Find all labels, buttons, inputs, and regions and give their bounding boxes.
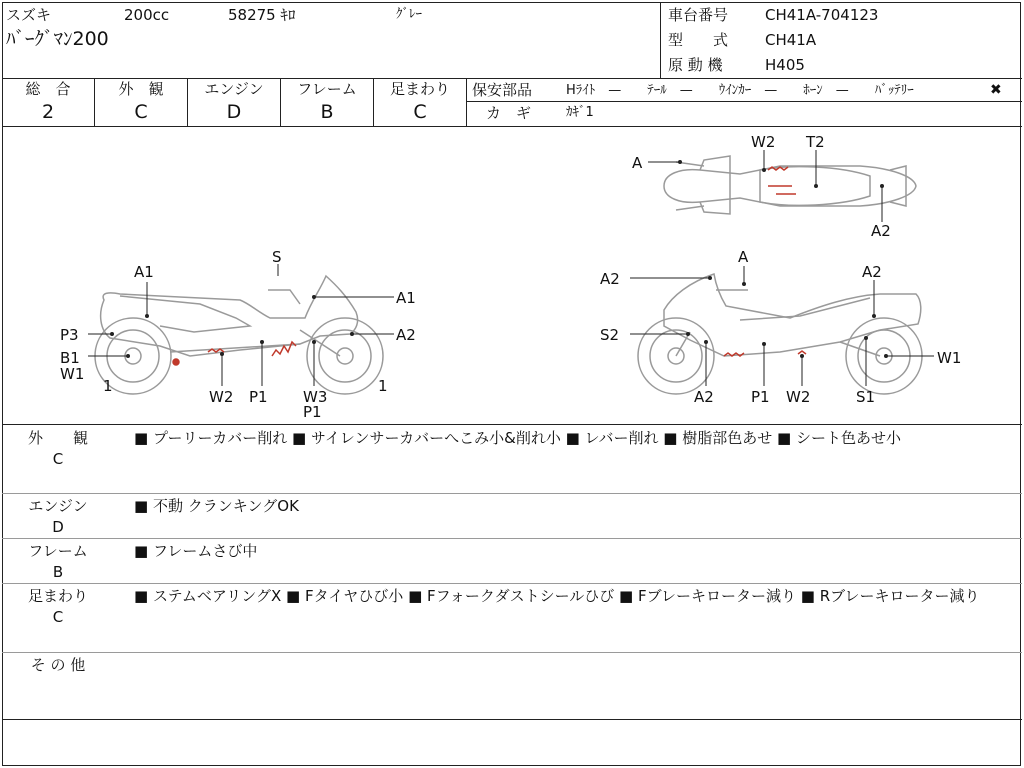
safety-items: Hﾗｲﾄ — ﾃｰﾙ — ｳｲﾝｶｰ — ﾎｰﾝ — ﾊﾞｯﾃﾘｰ xyxy=(566,83,914,98)
diagram-label: W3 xyxy=(303,388,328,406)
diagram-label: A2 xyxy=(694,388,714,406)
color: ｸﾞﾚｰ xyxy=(396,7,422,22)
exterior-section-label: 外 観 xyxy=(27,429,88,447)
exterior-label: 外 観 xyxy=(118,80,164,98)
frame-remarks: ■ フレームさび中 xyxy=(134,542,258,560)
engine-label: 原 動 機 xyxy=(668,56,723,74)
frame-grade-label: フレーム xyxy=(297,80,357,98)
frame-grade: B xyxy=(320,101,334,123)
right-view-leaders xyxy=(630,266,934,386)
maker: スズキ xyxy=(6,6,52,24)
diagram-label: A2 xyxy=(396,326,416,344)
diagram-label: S1 xyxy=(856,388,876,406)
battery-x-icon: ✖ xyxy=(990,82,1002,98)
diagram-label: P1 xyxy=(751,388,770,406)
diagram-label: A xyxy=(632,154,643,172)
engine-grade: D xyxy=(226,101,242,123)
diagram-label: S2 xyxy=(600,326,620,344)
top-view-sketch xyxy=(664,156,916,214)
frame-no-label: 車台番号 xyxy=(668,6,729,24)
diagram-label: T2 xyxy=(806,133,825,151)
section-divider xyxy=(2,652,1022,653)
mileage: 58275 ｷﾛ xyxy=(228,6,296,24)
diagram-label: P1 xyxy=(249,388,268,406)
exterior-grade: C xyxy=(134,101,148,123)
diagram-label: P1 xyxy=(303,403,322,421)
diagram-label: W1 xyxy=(937,349,962,367)
engine-value: H405 xyxy=(765,56,805,74)
section-divider xyxy=(2,493,1022,494)
top-view-marks xyxy=(768,167,796,194)
diagram-label: A xyxy=(738,248,749,266)
overall-grade: 2 xyxy=(41,101,55,123)
diagram-bottom-line xyxy=(2,424,1022,425)
type-value: CH41A xyxy=(765,31,817,49)
overall-label: 総 合 xyxy=(25,80,71,98)
diagram-label: W2 xyxy=(786,388,811,406)
other-bottom-line xyxy=(2,719,1022,720)
diagram-label: A1 xyxy=(396,289,416,307)
exterior-remarks: ■ プーリーカバー削れ ■ サイレンサーカバーへこみ小&削れ小 ■ レバー削れ ■ 樹脂部色あせ ■ シート色あせ小 xyxy=(134,429,901,447)
top-view-leaders xyxy=(648,150,882,222)
exterior-section-grade: C xyxy=(52,450,64,468)
diagram-label: 1 xyxy=(378,377,388,395)
frame-section-label: フレーム xyxy=(28,542,88,560)
section-divider xyxy=(2,583,1022,584)
displacement: 200cc xyxy=(124,6,170,24)
engine-remarks: ■ 不動 クランキングOK xyxy=(134,497,299,515)
suspension-section-grade: C xyxy=(52,608,64,626)
diagram-label: B1 xyxy=(60,349,80,367)
suspension-grade-label: 足まわり xyxy=(389,80,450,98)
safety-label: 保安部品 xyxy=(472,81,533,99)
diagram-label: 1 xyxy=(103,377,113,395)
left-view-sketch xyxy=(95,276,383,394)
frame-no: CH41A-704123 xyxy=(765,6,879,24)
suspension-remarks: ■ ステムベアリングX ■ Fタイヤひび小 ■ Fフォークダストシールひび ■ Fブレーキローター減り ■ Rブレーキローター減り xyxy=(134,587,980,605)
diagram-label: A2 xyxy=(600,270,620,288)
key-value: ｶｷﾞ1 xyxy=(566,105,594,120)
diagram-label: P3 xyxy=(60,326,79,344)
diagram-label: S xyxy=(272,248,282,266)
frame-section-grade: B xyxy=(52,563,64,581)
left-view-leaders xyxy=(88,264,394,386)
suspension-grade: C xyxy=(413,101,427,123)
other-section-label: そ の 他 xyxy=(30,656,86,674)
key-label: カ ギ xyxy=(486,104,532,122)
diagram-label: A2 xyxy=(862,263,882,281)
engine-grade-label: エンジン xyxy=(204,80,264,98)
engine-section-label: エンジン xyxy=(28,497,88,515)
diagram-label: W2 xyxy=(751,133,776,151)
type-label: 型 式 xyxy=(668,31,729,49)
suspension-section-label: 足まわり xyxy=(27,587,88,605)
diagram-label: W1 xyxy=(60,365,85,383)
section-divider xyxy=(2,538,1022,539)
engine-section-grade: D xyxy=(52,518,64,536)
diagram-label: A2 xyxy=(871,222,891,240)
model-name: ﾊﾞｰｸﾞﾏﾝ200 xyxy=(6,28,109,50)
diagram-label: A1 xyxy=(134,263,154,281)
diagram-label: W2 xyxy=(209,388,234,406)
